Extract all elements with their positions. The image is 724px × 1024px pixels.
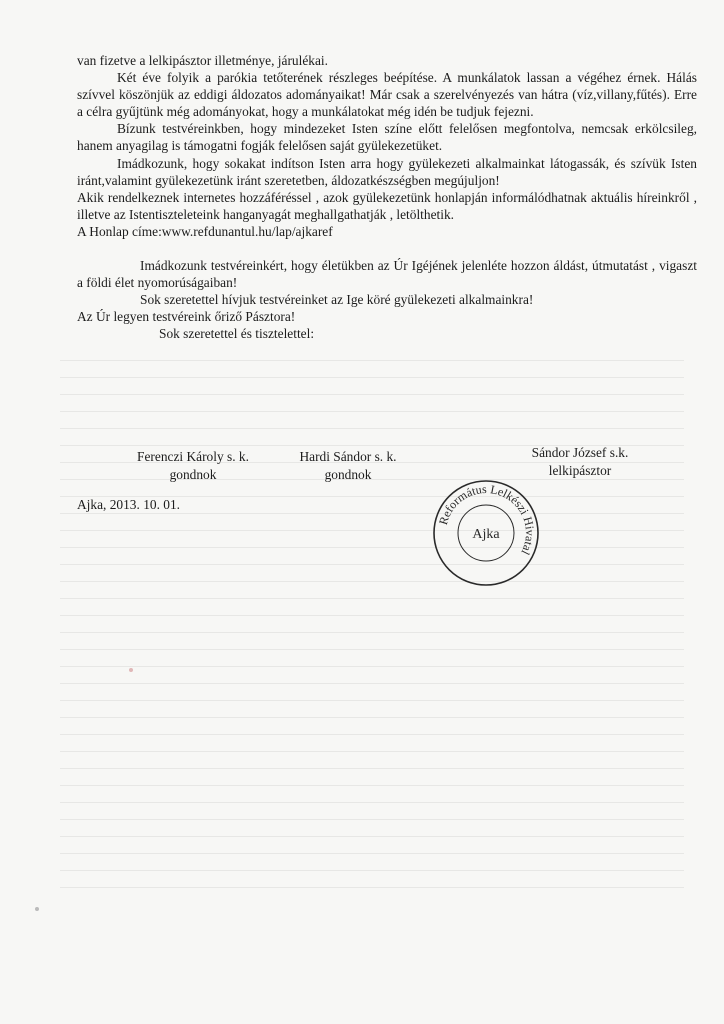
church-stamp	[431, 478, 541, 588]
paragraph-trust: Bízunk testvéreinkben, hogy mindezeket Isten színe előtt felelősen megfontolva, nemcsak erkölcsileg, hanem anyagilag is támogatni fogják felelősen saját gyülekezetüket.	[77, 121, 697, 154]
page-speck	[35, 907, 39, 911]
signature-name: Ferenczi Károly s. k.	[137, 449, 249, 464]
paragraph-closing: Sok szeretettel és tisztelettel:	[159, 326, 315, 342]
signature-name: Hardi Sándor s. k.	[299, 449, 397, 464]
paragraph-internet: Akik rendelkeznek internetes hozzáféréssel , azok gyülekezetünk honlapján informálódhatnak aktuális híreinkről , illetve az Istentiszteleteink hanganyagát meghallgathatják , letölthetik.	[77, 189, 697, 222]
signature-block	[278, 448, 418, 484]
paragraph-salary: van fizetve a lelkipásztor illetménye, járulékai.	[77, 53, 328, 68]
paragraph-invitation: Sok szeretettel hívjuk testvéreinket az Ige köré gyülekezeti alkalmainkra!	[140, 292, 534, 308]
stamp-center-text: Ajka	[472, 527, 500, 542]
paragraph-shepherd: Az Úr legyen testvéreink őriző Pásztora!	[77, 309, 296, 325]
letter-date: Ajka, 2013. 10. 01.	[77, 497, 181, 512]
page-speck	[129, 668, 133, 672]
signature-role: lelkipásztor	[548, 463, 612, 478]
signature-name: Sándor József s.k.	[531, 445, 629, 460]
paragraph-attic: Két éve folyik a parókia tetőterének részleges beépítése. A munkálatok lassan a végéhez érnek. Hálás szívvel köszönjük az eddigi áldozatos adományaikat! Már csak a szerelvényezés van hátra (víz,villany,fűtés). Erre a célra gyűjtünk még adományokat, hogy a munkálatokat még idén be tudjuk fejezni.	[77, 70, 697, 120]
signature-block	[510, 444, 650, 480]
signature-role: gondnok	[169, 467, 217, 482]
paragraph-homepage: A Honlap címe:www.refdunantul.hu/lap/ajkaref	[77, 223, 333, 239]
paragraph-blessing: Imádkozunk testvéreinkért, hogy életükben az Úr Igéjének jelenléte hozzon áldást, útmutatást , vigaszt a földi élet nyomorúságaiban!	[77, 258, 697, 291]
letter-body	[77, 52, 697, 343]
signature-role: gondnok	[324, 467, 372, 482]
stamp-ring-text: Református Lelkészi Hivatal	[435, 481, 538, 558]
signature-block	[118, 448, 268, 484]
paragraph-prayer: Imádkozunk, hogy sokakat indítson Isten arra hogy gyülekezeti alkalmainkat látogassák, és szívük Isten iránt,valamint gyülekezetünk iránt szeretetben, áldozatkészségben megújuljon!	[77, 155, 697, 188]
